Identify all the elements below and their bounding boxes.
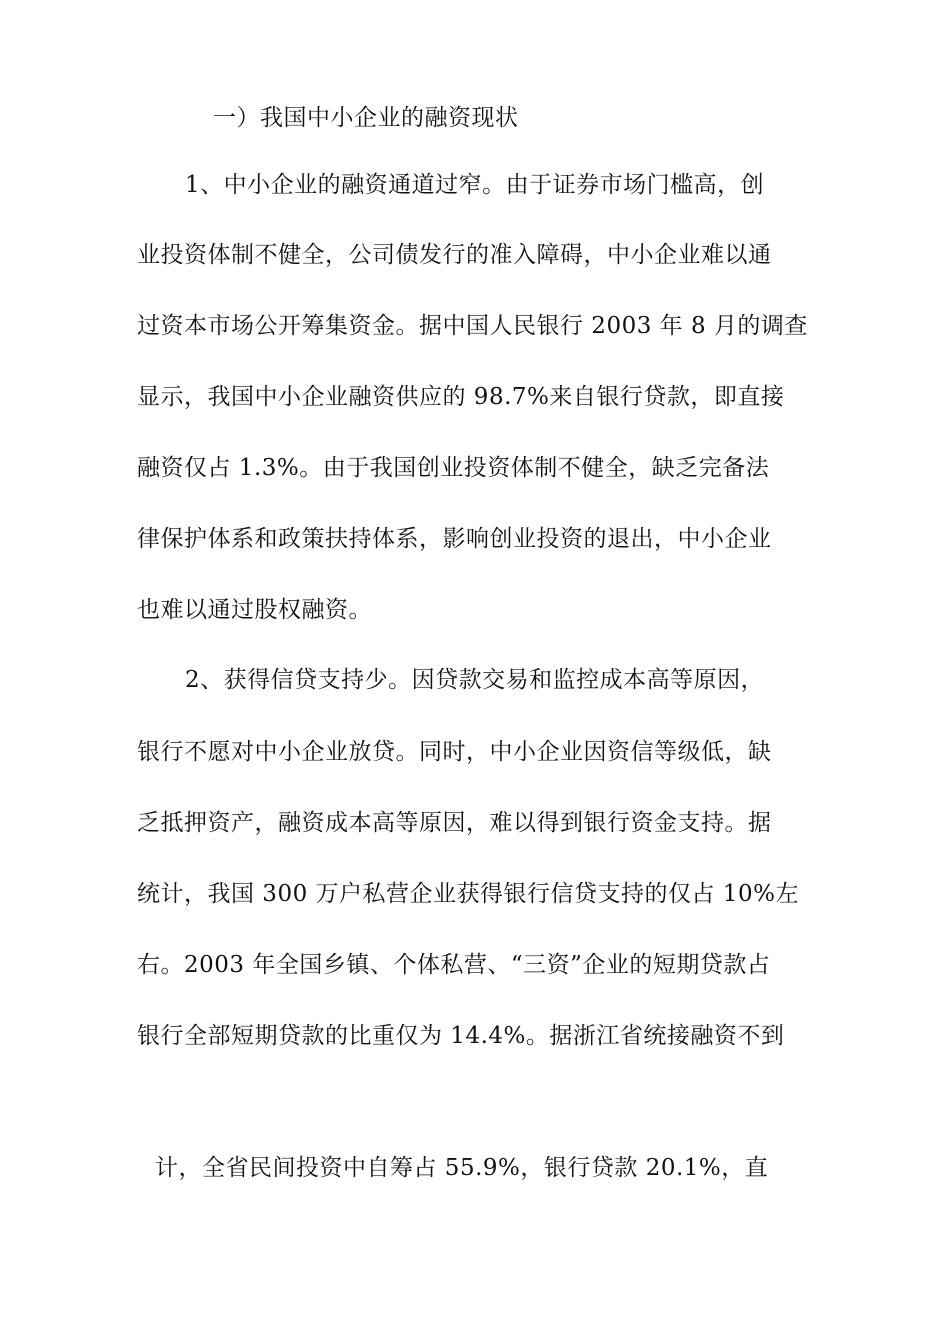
paragraph-line: 1、中小企业的融资通道过窄。由于证券市场门槛高，创 (185, 172, 765, 198)
paragraph-line: 银行全部短期贷款的比重仅为 14.4%。据浙江省统接融资不到 (137, 1023, 785, 1049)
paragraph-line: 计，全省民间投资中自筹占 55.9%，银行贷款 20.1%，直 (155, 1155, 769, 1181)
paragraph-line: 银行不愿对中小企业放贷。同时，中小企业因资信等级低，缺 (137, 739, 772, 765)
paragraph-line: 业投资体制不健全，公司债发行的准入障碍，中小企业难以通 (137, 242, 772, 268)
paragraph-line: 2、获得信贷支持少。因贷款交易和监控成本高等原因， (185, 667, 765, 693)
section-heading: 一）我国中小企业的融资现状 (213, 105, 519, 131)
paragraph-line: 融资仅占 1.3%。由于我国创业投资体制不健全，缺乏完备法 (137, 455, 770, 481)
paragraph-line: 右。2003 年全国乡镇、个体私营、“三资”企业的短期贷款占 (137, 952, 771, 978)
paragraph-line: 过资本市场公开筹集资金。据中国人民银行 2003 年 8 月的调查 (137, 313, 808, 339)
paragraph-line: 也难以通过股权融资。 (137, 597, 372, 623)
paragraph-line: 律保护体系和政策扶持体系，影响创业投资的退出，中小企业 (137, 526, 772, 552)
paragraph-line: 显示，我国中小企业融资供应的 98.7%来自银行贷款，即直接 (137, 384, 785, 410)
paragraph-line: 统计，我国 300 万户私营企业获得银行信贷支持的仅占 10%左 (137, 881, 799, 907)
paragraph-line: 乏抵押资产，融资成本高等原因，难以得到银行资金支持。据 (137, 810, 772, 836)
